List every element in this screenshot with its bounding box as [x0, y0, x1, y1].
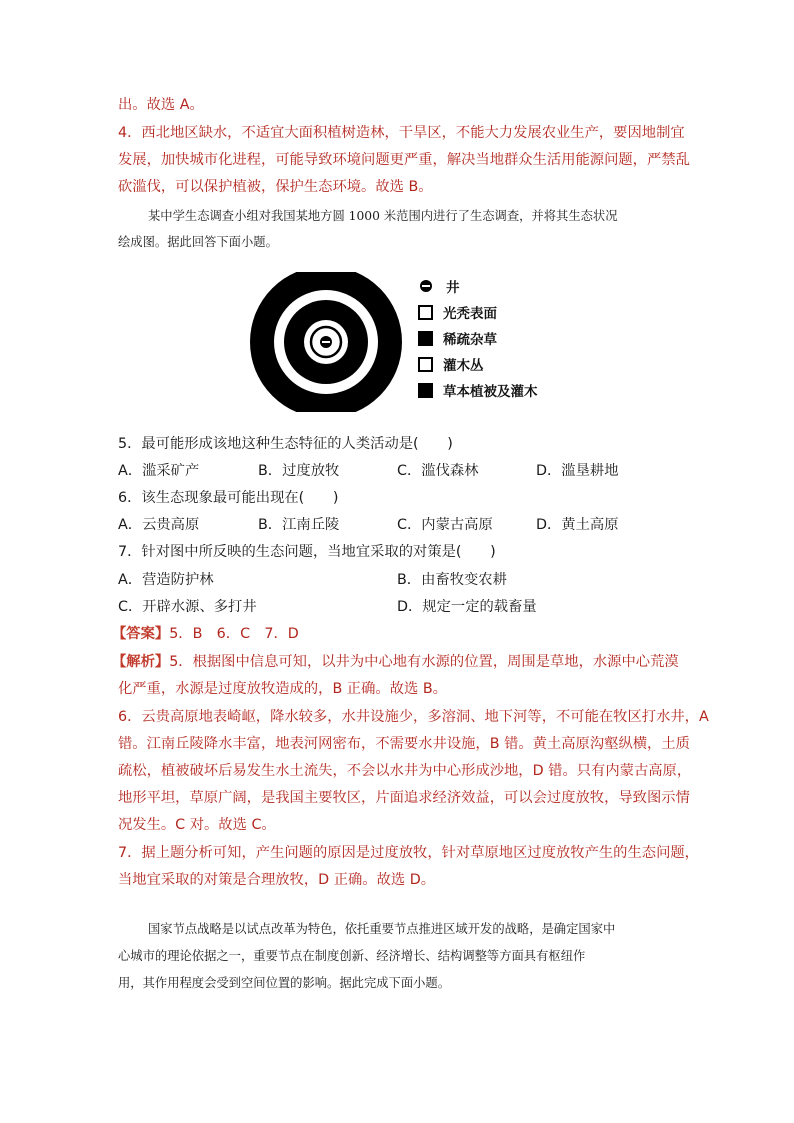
filled-square-icon	[418, 331, 433, 346]
ecology-ring-figure	[250, 272, 560, 412]
q7-option-b: B．由畜牧变农耕	[397, 572, 507, 588]
legend-bare-label: 光秃表面	[443, 306, 497, 322]
q6-option-a: A．云贵高原	[118, 517, 200, 533]
empty-square-icon	[418, 357, 433, 372]
analysis-q6-line-4: 地形平坦，草原广阔，是我国主要牧区，片面追求经济效益，可以会过度放牧，导致图示情	[118, 790, 690, 806]
legend-sparse-label: 稀疏杂草	[443, 332, 497, 348]
intro1-line-2: 绘成图。据此回答下面小题。	[118, 235, 278, 249]
q7-option-c: C．开辟水源、多打井	[118, 599, 257, 615]
well-icon	[420, 280, 432, 292]
analysis-q6-line-5: 况发生。C 对。故选 C。	[118, 817, 276, 833]
legend-shrub	[418, 354, 484, 374]
analysis-q6-line-1: 6．云贵高原地表崎岖，降水较多，水井设施少，多溶洞、地下河等，不可能在牧区打水井，A	[118, 709, 709, 725]
analysis-q7-line-1: 7．据上题分析可知，产生问题的原因是过度放牧，针对草原地区过度放牧产生的生态问题，	[118, 845, 699, 861]
q5-option-b: B．过度放牧	[258, 463, 340, 479]
analysis-tag: 【解析】	[112, 654, 170, 670]
intro2-line-1: 国家节点战略是以试点改革为特色，依托重要节点推进区域开发的战略，是确定国家中	[148, 922, 616, 936]
q7-option-d: D．规定一定的载畜量	[397, 599, 537, 615]
prev-q4-line-3: 砍滥伐，可以保护植被，保护生态环境。故选 B。	[118, 179, 433, 195]
q6-option-c: C．内蒙古高原	[397, 517, 493, 533]
q6-stem: 6．该生态现象最可能出现在( )	[118, 490, 339, 506]
q7-stem: 7．针对图中所反映的生态问题，当地宜采取的对策是( )	[118, 544, 496, 560]
intro2-line-3: 用，其作用程度会受到空间位置的影响。据此完成下面小题。	[118, 976, 451, 990]
q5-option-c: C．滥伐森林	[397, 463, 479, 479]
intro1-line-1: 某中学生态调查小组对我国某地方圆 1000 米范围内进行了生态调查，并将其生态状况	[148, 209, 618, 223]
q7-option-a: A．营造防护林	[118, 572, 214, 588]
legend-sparse	[418, 328, 497, 348]
q6-option-b: B．江南丘陵	[258, 517, 340, 533]
answer-text: 5．B 6．C 7．D	[169, 626, 299, 642]
concentric-rings-diagram	[250, 272, 410, 412]
prev-answer-end: 出。故选 A。	[118, 97, 204, 113]
legend-herb	[418, 380, 538, 400]
legend-shrub-label: 灌木丛	[443, 358, 484, 374]
legend-herb-label: 草本植被及灌木	[443, 384, 538, 400]
well-symbol-bar	[322, 341, 330, 343]
intro2-line-2: 心城市的理论依据之一，重要节点在制度创新、经济增长、结构调整等方面具有枢纽作	[118, 949, 586, 963]
q6-option-d: D．黄土高原	[536, 517, 619, 533]
analysis-q6-line-3: 疏松，植被破坏后易发生水土流失，不会以水井为中心形成沙地，D 错。只有内蒙古高原，	[118, 763, 692, 779]
analysis-q7-line-2: 当地宜采取的对策是合理放牧，D 正确。故选 D。	[118, 872, 436, 888]
q5-option-d: D．滥垦耕地	[536, 463, 619, 479]
analysis-q5-line-1	[112, 655, 679, 669]
prev-q4-line-1: 4．西北地区缺水，不适宜大面积植树造林，干旱区，不能大力发展农业生产，要因地制宜	[118, 125, 685, 141]
analysis-q5-line-2: 化严重，水源是过度放牧造成的，B 正确。故选 B。	[118, 681, 447, 697]
legend-bare	[418, 302, 497, 322]
empty-square-icon	[418, 305, 433, 320]
analysis-q6-line-2: 错。江南丘陵降水丰富，地表河网密布，不需要水井设施，B 错。黄土高原沟壑纵横，土质	[118, 736, 690, 752]
answer-line	[112, 627, 299, 641]
q5-option-a: A．滥采矿产	[118, 463, 200, 479]
prev-q4-line-2: 发展，加快城市化进程，可能导致环境问题更严重，解决当地群众生活用能源问题，严禁乱	[118, 152, 690, 168]
q5-stem: 5．最可能形成该地这种生态特征的人类活动是( )	[118, 436, 453, 452]
legend-well	[418, 276, 460, 296]
filled-square-icon	[418, 383, 433, 398]
answer-tag: 【答案】	[112, 626, 170, 642]
legend-well-label: 井	[446, 280, 460, 296]
analysis-q5-text-1: 5．根据图中信息可知，以井为中心地有水源的位置，周围是草地，水源中心荒漠	[169, 654, 679, 670]
